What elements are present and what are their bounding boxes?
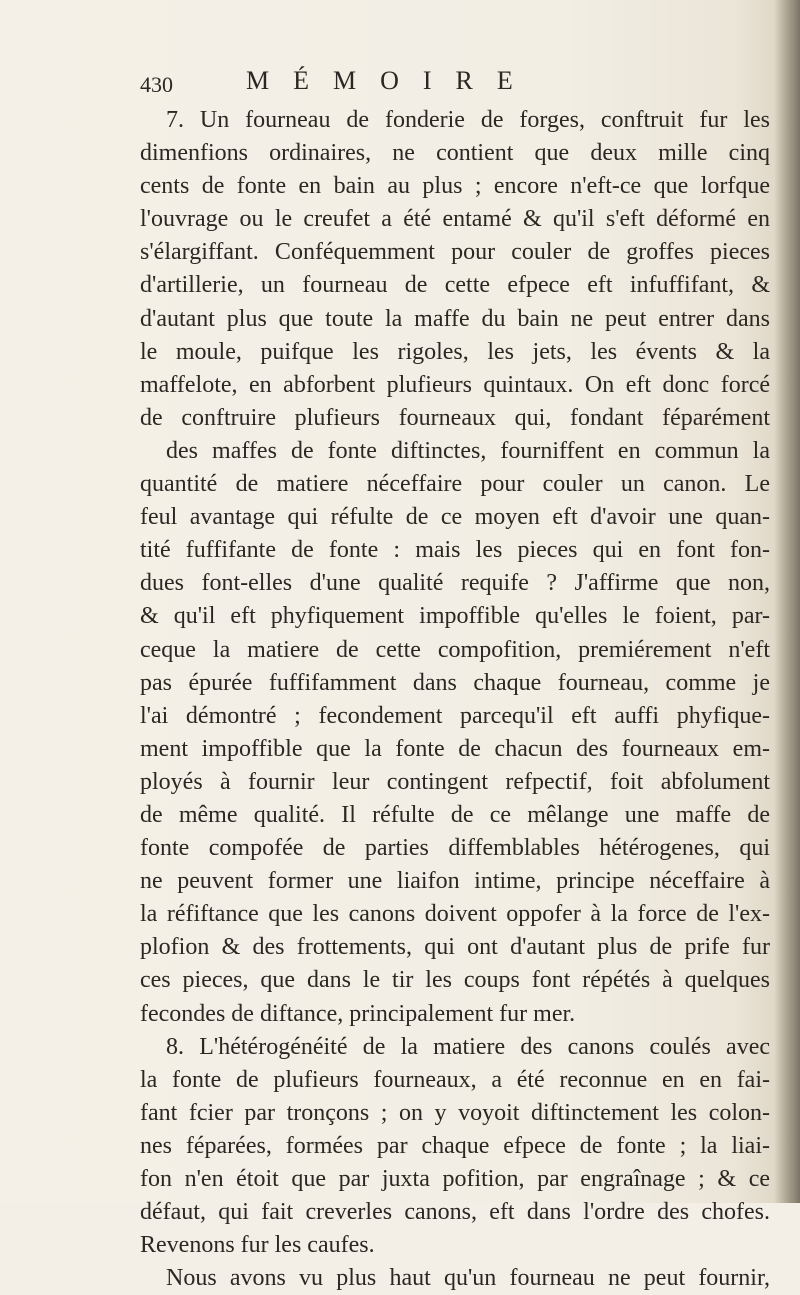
text-line: ment impoffible que la fonte de chacun des fourneaux em- <box>140 735 770 762</box>
text-line: des maffes de fonte diftinctes, fourniffent en commun la <box>166 437 770 464</box>
text-line: de conftruire plufieurs fourneaux qui, fondant féparément <box>140 404 770 431</box>
text-line: quantité de matiere néceffaire pour couler un canon. Le <box>140 471 770 498</box>
page-number: 430 <box>140 72 173 97</box>
text-line: & qu'il eft phyfiquement impoffible qu'elles le foient, par- <box>140 603 770 630</box>
text-line: ne peuvent former une liaifon intime, principe néceffaire à <box>140 868 770 895</box>
text-line: d'autant plus que toute la maffe du bain ne peut entrer dans <box>140 305 770 332</box>
text-line: tité fuffifante de fonte : mais les pieces qui en font fon- <box>140 537 770 564</box>
text-line: dues font-elles d'une qualité requife ? J'affirme que non, <box>140 570 770 597</box>
text-line: feul avantage qui réfulte de ce moyen eft d'avoir une quan- <box>140 504 770 531</box>
text-line: Nous avons vu plus haut qu'un fourneau ne peut fournir, <box>166 1265 770 1292</box>
page-edge-shadow <box>774 0 800 1203</box>
text-line: cents de fonte en bain au plus ; encore n'eft-ce que lorfque <box>140 173 770 200</box>
text-line: maffelote, en abforbent plufieurs quintaux. On eft donc forcé <box>140 371 770 398</box>
text-line: ceque la matiere de cette compofition, premiérement n'eft <box>140 636 770 663</box>
text-line: fecondes de diftance, principalement fur mer. <box>140 1000 576 1027</box>
text-line: fonte compofée de parties diffemblables hétérogenes, qui <box>140 835 770 862</box>
text-line: pas épurée fuffifamment dans chaque fourneau, comme je <box>140 669 770 696</box>
text-line: dimenfions ordinaires, ne contient que deux mille cinq <box>140 140 770 167</box>
text-line: fant fcier par tronçons ; on y voyoit diftinctement les colon- <box>140 1099 770 1126</box>
text-line: nes féparées, formées par chaque efpece de fonte ; la liai- <box>140 1132 770 1159</box>
text-line: ployés à fournir leur contingent refpectif, foit abfolument <box>140 768 770 795</box>
text-line: défaut, qui fait creverles canons, eft dans l'ordre des chofes. <box>140 1199 770 1226</box>
running-head <box>0 64 800 98</box>
text-line: de même qualité. Il réfulte de ce mêlange une maffe de <box>140 801 770 828</box>
text-line: le moule, puifque les rigoles, les jets, les évents & la <box>140 338 770 365</box>
text-line: s'élargiffant. Conféquemment pour couler de groffes pieces <box>140 239 770 266</box>
text-line: 8. L'hétérogénéité de la matiere des canons coulés avec <box>166 1033 770 1060</box>
body-text <box>140 104 770 1295</box>
text-line: la réfiftance que les canons doivent oppofer à la force de l'ex- <box>140 901 770 928</box>
text-line: 7. Un fourneau de fonderie de forges, conftruit fur les <box>166 107 770 133</box>
text-line: l'ouvrage ou le creufet a été entamé & qu'il s'eft déformé en <box>140 206 770 233</box>
text-line: fon n'en étoit que par juxta pofition, par engraînage ; & ce <box>140 1166 770 1192</box>
text-line: ces pieces, que dans le tir les coups font répétés à quelques <box>140 967 770 994</box>
text-line: d'artillerie, un fourneau de cette efpece eft infuffifant, & <box>140 272 770 299</box>
text-line: Revenons fur les caufes. <box>140 1232 375 1259</box>
running-title: MÉMOIRE <box>246 66 537 95</box>
text-line: plofion & des frottements, qui ont d'autant plus de prife fur <box>140 934 770 961</box>
text-line: la fonte de plufieurs fourneaux, a été reconnue en en fai- <box>140 1066 770 1093</box>
text-line: l'ai démontré ; fecondement parcequ'il eft auffi phyfique- <box>140 702 770 729</box>
